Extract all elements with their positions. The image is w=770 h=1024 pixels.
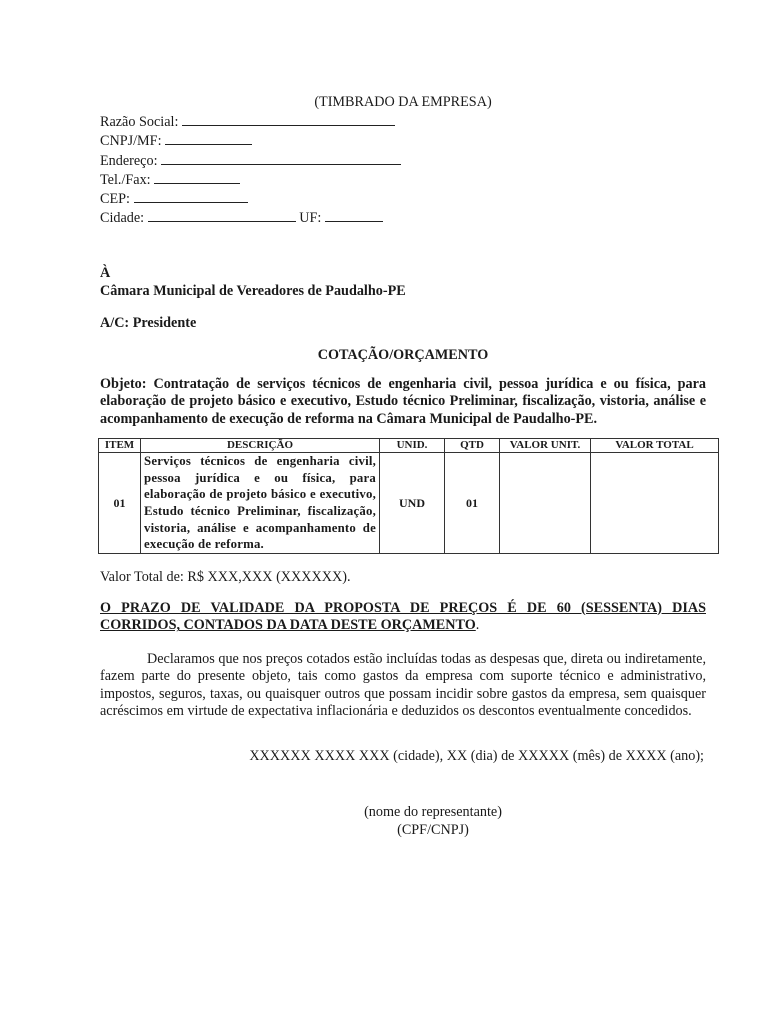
cell-qtd: 01 bbox=[445, 453, 500, 554]
uf-label: UF: bbox=[299, 210, 322, 227]
validity-notice: O PRAZO DE VALIDADE DA PROPOSTA DE PREÇOS É DE 60 (SESSENTA) DIAS CORRIDOS, CONTADOS DA DATA DESTE ORÇAMENTO bbox=[100, 599, 706, 634]
endereco-blank bbox=[161, 151, 401, 165]
table-header-row bbox=[99, 439, 719, 453]
recipient-block bbox=[100, 264, 706, 300]
razao-social-field bbox=[100, 112, 706, 131]
table-row bbox=[99, 453, 719, 554]
recipient-prefix: À bbox=[100, 264, 111, 281]
company-fields bbox=[100, 112, 706, 228]
cep-blank bbox=[134, 189, 248, 203]
objeto-paragraph: Objeto: Contratação de serviços técnicos de engenharia civil, pessoa jurídica e ou física, para elaboração de projeto básico e executivo, Estudo técnico Preliminar, fiscalização, vistoria, análise e acompanhamento de execução de reforma na Câmara Municipal de Paudalho-PE. bbox=[100, 375, 706, 427]
telfax-label: Tel./Fax: bbox=[100, 171, 151, 188]
date-line: XXXXXX XXXX XXX (cidade), XX (dia) de XXXXX (mês) de XXXX (ano); bbox=[249, 747, 704, 764]
cnpj-field bbox=[100, 131, 706, 150]
validity-block bbox=[100, 600, 706, 635]
cell-valor-total bbox=[591, 453, 719, 554]
representative-doc: (CPF/CNPJ) bbox=[397, 821, 469, 838]
cidade-label: Cidade: bbox=[100, 210, 145, 227]
cell-item: 01 bbox=[99, 453, 141, 554]
document-page bbox=[100, 92, 706, 839]
telfax-blank bbox=[154, 170, 240, 184]
header-descricao: DESCRIÇÃO bbox=[141, 439, 380, 453]
header-unid: UNID. bbox=[380, 439, 445, 453]
representative-name: (nome do representante) bbox=[364, 803, 502, 820]
header-qtd: QTD bbox=[445, 439, 500, 453]
razao-social-blank bbox=[182, 112, 395, 126]
header-valor-total: VALOR TOTAL bbox=[591, 439, 719, 453]
declaration-paragraph: Declaramos que nos preços cotados estão incluídas todas as despesas que, direta ou indiretamente, fazem parte do presente objeto, tais como gastos da empresa com suporte técnico e administrativo, impostos, seguros, taxas, ou quaisquer outros que possam incidir sobre gastos da empresa, sem quaisquer acréscimos em virtude de expectativa inflacionária e deduzidos os descontos eventualmente concedidos. bbox=[100, 650, 706, 720]
cnpj-blank bbox=[165, 131, 252, 145]
attention-line: A/C: Presidente bbox=[100, 314, 197, 331]
cidade-blank bbox=[148, 208, 296, 222]
cell-descricao: Serviços técnicos de engenharia civil, pessoa jurídica e ou física, para elaboração de projeto básico e executivo, Estudo técnico Preliminar, fiscalização, vistoria, análise e acompanhamento de execução de reforma. bbox=[141, 453, 380, 554]
validity-period: . bbox=[475, 617, 480, 634]
header-item: ITEM bbox=[99, 439, 141, 453]
valor-total-line: Valor Total de: R$ XXX,XXX (XXXXXX). bbox=[100, 568, 351, 585]
cep-label: CEP: bbox=[100, 191, 130, 208]
cnpj-label: CNPJ/MF: bbox=[100, 133, 162, 150]
signature-block bbox=[160, 803, 706, 839]
endereco-label: Endereço: bbox=[100, 152, 158, 169]
cidade-field bbox=[100, 208, 706, 227]
quote-title: COTAÇÃO/ORÇAMENTO bbox=[317, 346, 489, 363]
recipient-name: Câmara Municipal de Vereadores de Paudalho-PE bbox=[100, 282, 406, 299]
header-valor-unit: VALOR UNIT. bbox=[500, 439, 591, 453]
cep-field bbox=[100, 189, 706, 208]
cell-valor-unit bbox=[500, 453, 591, 554]
letterhead-placeholder: (TIMBRADO DA EMPRESA) bbox=[314, 94, 492, 110]
cell-unid: UND bbox=[380, 453, 445, 554]
uf-blank bbox=[325, 208, 383, 222]
razao-social-label: Razão Social: bbox=[100, 114, 179, 130]
telfax-field bbox=[100, 170, 706, 189]
endereco-field bbox=[100, 151, 706, 170]
items-table bbox=[98, 438, 719, 554]
